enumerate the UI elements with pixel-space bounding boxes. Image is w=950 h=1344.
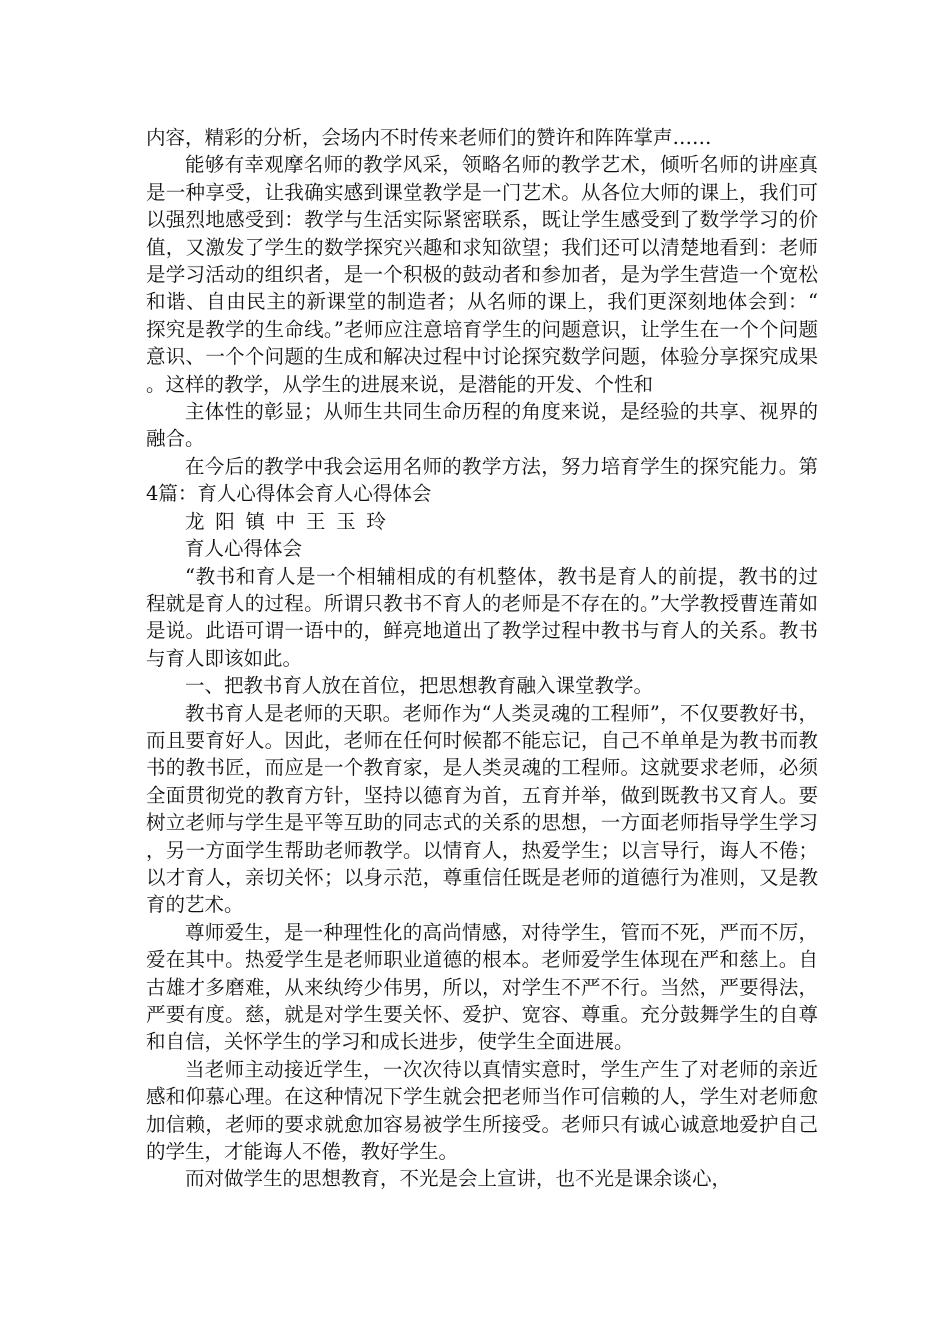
paragraph-2: 能够有幸观摩名师的教学风采，领略名师的教学艺术，倾听名师的讲座真是一种享受，让我确实感到课堂教学是一门艺术。从各位大师的课上，我们可以强烈地感受到：教学与生活实际紧密联系，既让学生感受到了数学学习的价值，又激发了学生的数学探究兴趣和求知欲望；我们还可以清楚地看到：老师是学习活动的组织者，是一个积极的鼓动者和参加者，是为学生营造一个宽松和谐、自由民主的新课堂的制造者；从名师的课上，我们更深刻地体会到：“探究是教学的生命线。”老师应注意培育学生的问题意识，让学生在一个个问题意识、一个个问题的生成和解决过程中讨论探究数学问题，体验分享探究成果。这样的教学，从学生的进展来说，是潜能的开发、个性和 xyxy=(146,153,818,396)
paragraph-11: 当老师主动接近学生，一次次待以真情实意时，学生产生了对老师的亲近感和仰慕心理。在这种情况下学生就会把老师当作可信赖的人，学生对老师愈加信赖，老师的要求就愈加容易被学生所接受。老师只有诚心诚意地爱护自己的学生，才能诲人不倦，教好学生。 xyxy=(146,1057,818,1164)
paragraph-4: 在今后的教学中我会运用名师的教学方法，努力培育学生的探究能力。第4篇：育人心得体会育人心得体会 xyxy=(146,454,818,506)
paragraph-9: 教书育人是老师的天职。老师作为“人类灵魂的工程师”，不仅要教好书，而且要育好人。因此，老师在任何时候都不能忘记，自己不单单是为教书而教书的教书匠，而应是一个教育家，是人类灵魂的工程师。这就要求老师，必须全面贯彻党的教育方针，坚持以德育为首，五育并举，做到既教书又育人。要树立老师与学生是平等互助的同志式的关系的思想，一方面老师指导学生学习，另一方面学生帮助老师教学。以情育人，热爱学生；以言导行，诲人不倦；以才育人，亲切关怀；以身示范，尊重信任既是老师的道德行为准则，又是教育的艺术。 xyxy=(146,701,818,917)
paragraph-3: 主体性的彰显；从师生共同生命历程的角度来说，是经验的共享、视界的融合。 xyxy=(146,400,818,451)
heading-point-1: 一、把教书育人放在首位，把思想教育融入课堂教学。 xyxy=(185,674,654,698)
document-page xyxy=(146,124,818,1193)
section-title: 育人心得体会 xyxy=(185,537,303,561)
paragraph-7: “教书和育人是一个相辅相成的有机整体，教书是育人的前提，教书的过程就是育人的过程。所谓只教书不育人的老师是不存在的。”大学教授曹连莆如是说。此语可谓一语中的，鲜亮地道出了教学过程中教书与育人的关系。教书与育人即该如此。 xyxy=(146,564,818,670)
paragraph-1: 内容，精彩的分析，会场内不时传来老师们的赞许和阵阵掌声…… xyxy=(146,126,712,149)
author-line: 龙阳镇中王玉玲 xyxy=(185,509,397,533)
paragraph-12: 而对做学生的思想教育，不光是会上宣讲，也不光是课余谈心， xyxy=(185,1167,732,1191)
paragraph-10: 尊师爱生，是一种理性化的高尚情感，对待学生，管而不死，严而不厉，爱在其中。热爱学生是老师职业道德的根本。老师爱学生体现在严和慈上。自古雄才多磨难，从来纨绔少伟男，所以，对学生不严不行。当然，严要得法，严要有度。慈，就是对学生要关怀、爱护、宽容、尊重。充分鼓舞学生的自尊和自信，关怀学生的学习和成长进步，使学生全面进展。 xyxy=(146,920,818,1054)
